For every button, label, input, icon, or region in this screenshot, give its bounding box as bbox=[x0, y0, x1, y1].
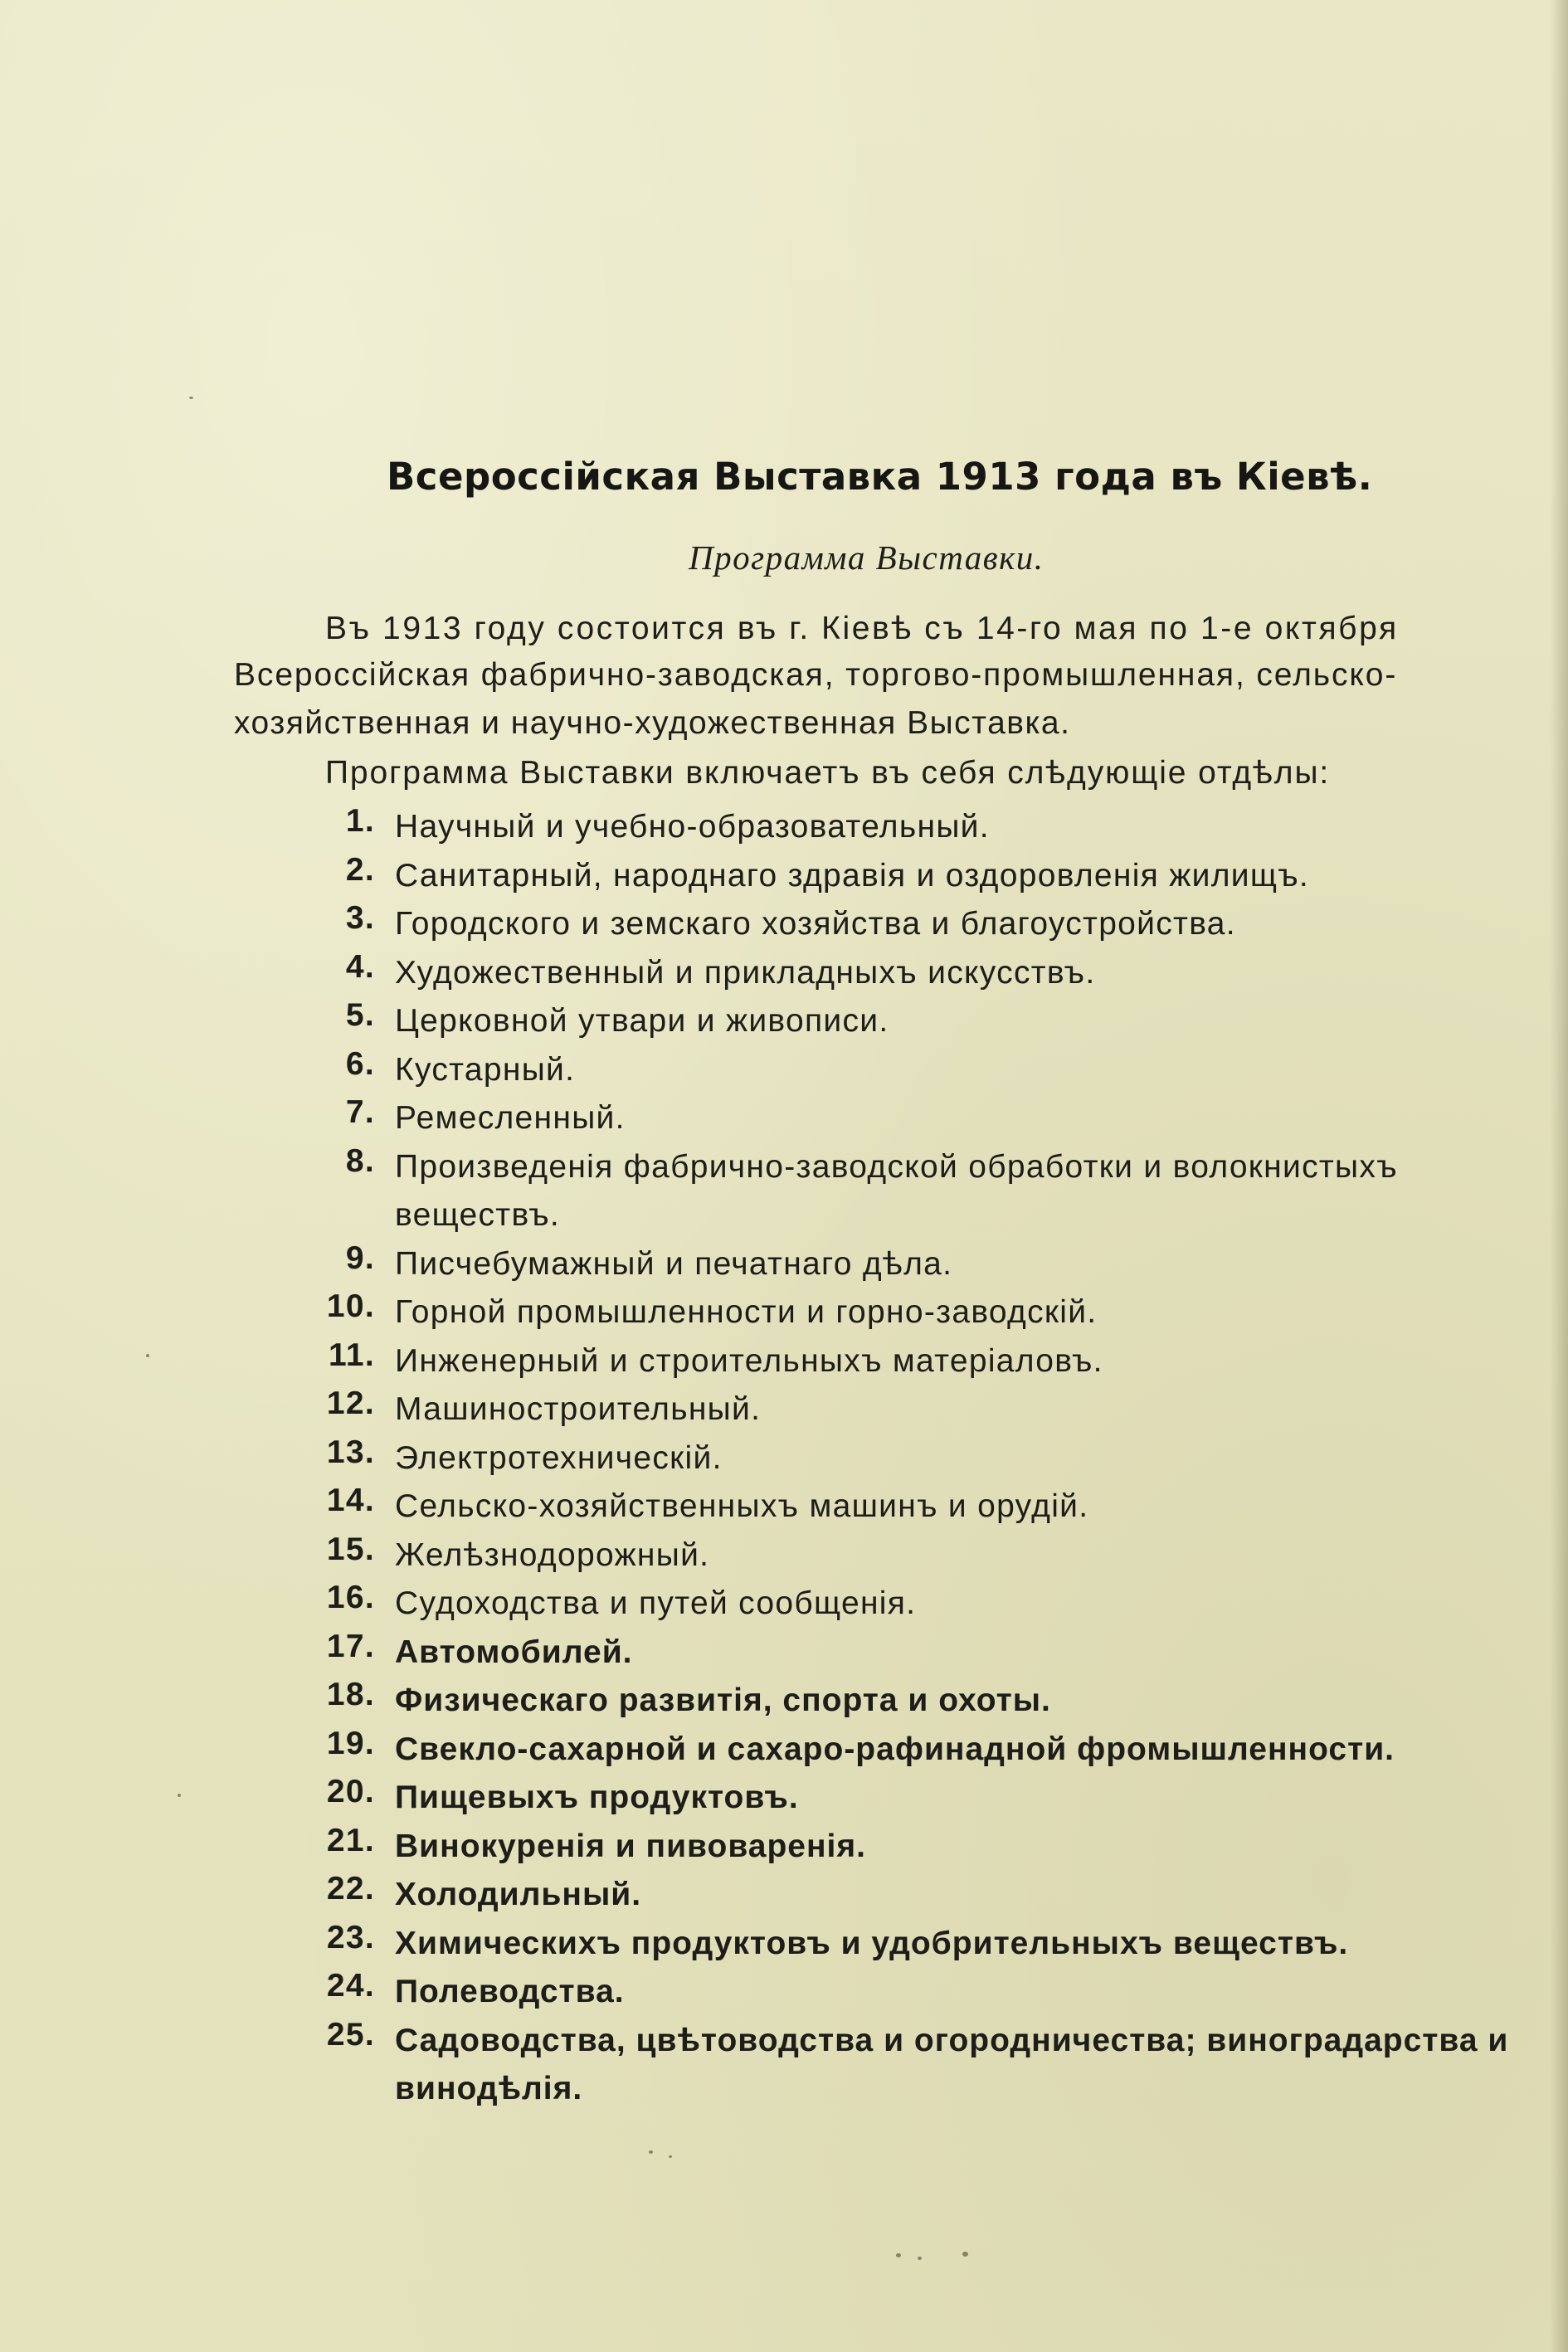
section-number: 20. bbox=[326, 1774, 375, 1809]
section-title: Судоходства и путей сообщенія. bbox=[395, 1585, 917, 1621]
paper-speck bbox=[962, 2252, 968, 2257]
intro-line: Въ 1913 году состоится въ г. Кіевѣ съ 14-го мая по 1-е октября bbox=[325, 611, 1399, 646]
list-item bbox=[0, 1235, 1568, 1284]
section-number: 9. bbox=[345, 1239, 375, 1276]
section-title: Произведенія фабрично-заводской обработки и волокнистыхъ веществъ. bbox=[395, 1148, 1398, 1233]
sections-list bbox=[0, 798, 1568, 2109]
section-number: 3. bbox=[345, 900, 375, 936]
section-title: Холодильный. bbox=[395, 1877, 642, 1912]
section-title: Кустарный. bbox=[395, 1051, 576, 1088]
list-item bbox=[0, 1769, 1568, 1818]
list-item bbox=[0, 1381, 1568, 1429]
list-item bbox=[0, 1332, 1568, 1381]
section-number: 8. bbox=[345, 1142, 375, 1179]
section-title: Городского и земскаго хозяйства и благоустройства. bbox=[395, 906, 1236, 942]
section-title: Ремесленный. bbox=[395, 1100, 626, 1136]
paper-speck bbox=[189, 397, 193, 399]
section-title: Свекло-сахарной и сахаро-рафинадной фромышленности. bbox=[395, 1731, 1395, 1767]
section-title: Санитарный, народнаго здравія и оздоровленія жилищъ. bbox=[395, 857, 1310, 894]
section-title: Желѣзнодорожный. bbox=[395, 1536, 710, 1573]
section-title: Инженерный и строительныхъ матеріаловъ. bbox=[395, 1342, 1103, 1379]
list-item bbox=[0, 1041, 1568, 1090]
section-number: 22. bbox=[326, 1871, 375, 1906]
section-number: 18. bbox=[326, 1677, 375, 1712]
list-item bbox=[0, 1721, 1568, 1770]
section-title: Церковной утвари и живописи. bbox=[395, 1003, 889, 1039]
list-item bbox=[0, 1283, 1568, 1332]
list-item bbox=[0, 1478, 1568, 1527]
section-title: Машиностроительный. bbox=[395, 1391, 762, 1427]
section-title: Научный и учебно-образовательный. bbox=[395, 809, 990, 845]
intro-line: Всероссійская фабрично-заводская, торгово-промышленная, сельско- bbox=[234, 657, 1398, 693]
section-number: 6. bbox=[345, 1045, 375, 1082]
list-item bbox=[0, 944, 1568, 993]
section-title: Горной промышленности и горно-заводскій. bbox=[395, 1294, 1098, 1330]
list-item bbox=[0, 1963, 1568, 2012]
list-item bbox=[0, 1818, 1568, 1867]
section-number: 12. bbox=[326, 1385, 375, 1421]
section-number: 7. bbox=[345, 1094, 375, 1130]
section-number: 13. bbox=[326, 1434, 375, 1470]
list-item bbox=[0, 798, 1568, 847]
section-number: 1. bbox=[345, 803, 375, 839]
page-subtitle: Программа Выставки. bbox=[689, 538, 1045, 577]
list-item bbox=[0, 2012, 1568, 2109]
section-title: Физическаго развитія, спорта и охоты. bbox=[395, 1682, 1051, 1718]
list-item bbox=[0, 847, 1568, 896]
paper-speck bbox=[178, 1794, 181, 1797]
section-number: 17. bbox=[326, 1628, 375, 1664]
list-item bbox=[0, 992, 1568, 1041]
section-number: 21. bbox=[326, 1822, 375, 1858]
section-number: 11. bbox=[329, 1337, 375, 1373]
section-number: 4. bbox=[345, 948, 375, 985]
paper-speck bbox=[146, 1354, 149, 1357]
list-item bbox=[0, 895, 1568, 944]
section-number: 16. bbox=[326, 1580, 375, 1615]
list-item bbox=[0, 1915, 1568, 1964]
paper-speck bbox=[669, 2155, 672, 2158]
list-item bbox=[0, 1575, 1568, 1624]
section-number: 25. bbox=[326, 2016, 375, 2053]
section-title: Химическихъ продуктовъ и удобрительныхъ веществъ. bbox=[395, 1925, 1349, 1961]
paper-speck bbox=[649, 2150, 653, 2154]
list-item bbox=[0, 1138, 1568, 1235]
section-title: Винокуренія и пивоваренія. bbox=[395, 1828, 866, 1864]
section-number: 5. bbox=[345, 997, 375, 1033]
page-title: Всероссійская Выставка 1913 года въ Кіевѣ. bbox=[387, 455, 1373, 499]
section-title: Пищевыхъ продуктовъ. bbox=[395, 1780, 799, 1815]
list-item bbox=[0, 1672, 1568, 1721]
list-item bbox=[0, 1527, 1568, 1575]
section-title: Садоводства, цвѣтоводства и огородничества; виноградарства и винодѣлія. bbox=[395, 2022, 1509, 2106]
section-number: 14. bbox=[326, 1483, 375, 1518]
section-number: 19. bbox=[326, 1725, 375, 1761]
list-item bbox=[0, 1866, 1568, 1915]
paper-speck bbox=[918, 2257, 922, 2260]
section-title: Писчебумажный и печатнаго дѣла. bbox=[395, 1245, 953, 1282]
section-number: 10. bbox=[326, 1288, 375, 1324]
program-intro: Программа Выставки включаетъ въ себя слѣдующіе отдѣлы: bbox=[325, 755, 1331, 791]
section-title: Полеводства. bbox=[395, 1974, 625, 2009]
section-title: Автомобилей. bbox=[395, 1634, 633, 1670]
intro-line: хозяйственная и научно-художественная Выставка. bbox=[234, 705, 1071, 741]
section-number: 15. bbox=[326, 1531, 375, 1567]
section-title: Электротехническій. bbox=[395, 1439, 723, 1476]
section-number: 23. bbox=[326, 1919, 375, 1955]
section-title: Сельско-хозяйственныхъ машинъ и орудій. bbox=[395, 1488, 1089, 1524]
section-number: 2. bbox=[345, 851, 375, 888]
list-item bbox=[0, 1429, 1568, 1478]
list-item bbox=[0, 1624, 1568, 1673]
section-title: Художественный и прикладныхъ искусствъ. bbox=[395, 954, 1096, 991]
section-number: 24. bbox=[326, 1968, 375, 2004]
list-item bbox=[0, 1089, 1568, 1138]
paper-speck bbox=[896, 2253, 901, 2257]
